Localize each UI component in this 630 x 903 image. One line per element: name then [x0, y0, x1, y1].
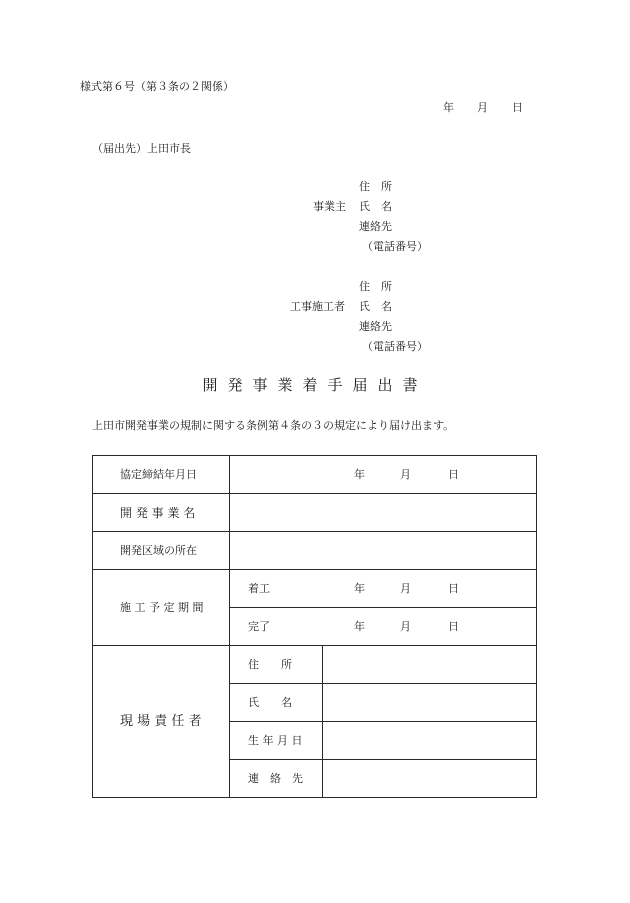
supervisor-address-field[interactable]	[323, 646, 537, 684]
end-year: 年	[354, 619, 365, 633]
supervisor-birth-label: 生 年 月 日	[230, 722, 323, 760]
owner-address-label: 住 所	[359, 180, 392, 193]
header-date-day: 日	[512, 101, 523, 114]
form-number: 様式第６号（第３条の２関係）	[80, 80, 234, 93]
owner-name-label: 氏 名	[359, 200, 392, 213]
end-day: 日	[448, 619, 459, 633]
owner-role: 事業主	[313, 200, 346, 213]
project-name-label: 開 発 事 業 名	[93, 494, 230, 532]
contractor-phone-label: （電話番号）	[362, 340, 428, 353]
location-field[interactable]	[230, 532, 537, 570]
start-year: 年	[354, 581, 365, 595]
agreement-date-field[interactable]	[230, 456, 537, 494]
table-row-supervisor-address	[93, 646, 537, 684]
supervisor-contact-field[interactable]	[323, 760, 537, 798]
start-month: 月	[400, 581, 411, 595]
agreement-day: 日	[448, 467, 459, 481]
contractor-contact-label: 連絡先	[359, 320, 392, 333]
supervisor-label: 現 場 責 任 者	[93, 646, 230, 798]
intro-text: 上田市開発事業の規制に関する条例第４条の３の規定により届け出ます。	[92, 419, 455, 432]
end-month: 月	[400, 619, 411, 633]
schedule-start-field[interactable]	[230, 570, 537, 608]
agreement-year: 年	[354, 467, 365, 481]
table-row-project-name	[93, 494, 537, 532]
header-date-year: 年	[443, 101, 454, 114]
recipient: （届出先）上田市長	[92, 142, 191, 155]
contractor-name-label: 氏 名	[359, 300, 392, 313]
contractor-address-label: 住 所	[359, 280, 392, 293]
supervisor-name-label: 氏 名	[230, 684, 323, 722]
header-date-month: 月	[477, 101, 488, 114]
schedule-end-field[interactable]	[230, 608, 537, 646]
location-label: 開発区域の所在	[93, 532, 230, 570]
agreement-date-label: 協定締結年月日	[93, 456, 230, 494]
application-table	[92, 455, 537, 798]
table-row-schedule-start	[93, 570, 537, 608]
contractor-role: 工事施工者	[290, 300, 345, 313]
supervisor-contact-label: 連 絡 先	[230, 760, 323, 798]
owner-contact-label: 連絡先	[359, 220, 392, 233]
document-title: 開発事業着手届出書	[202, 376, 428, 394]
agreement-month: 月	[400, 467, 411, 481]
owner-phone-label: （電話番号）	[362, 240, 428, 253]
supervisor-birth-field[interactable]	[323, 722, 537, 760]
supervisor-name-field[interactable]	[323, 684, 537, 722]
start-day: 日	[448, 581, 459, 595]
supervisor-address-label: 住 所	[230, 646, 323, 684]
project-name-field[interactable]	[230, 494, 537, 532]
start-label: 着工	[248, 581, 270, 595]
schedule-label: 施 工 予 定 期 間	[93, 570, 230, 646]
end-label: 完了	[248, 619, 270, 633]
table-row-agreement-date	[93, 456, 537, 494]
table-row-location	[93, 532, 537, 570]
